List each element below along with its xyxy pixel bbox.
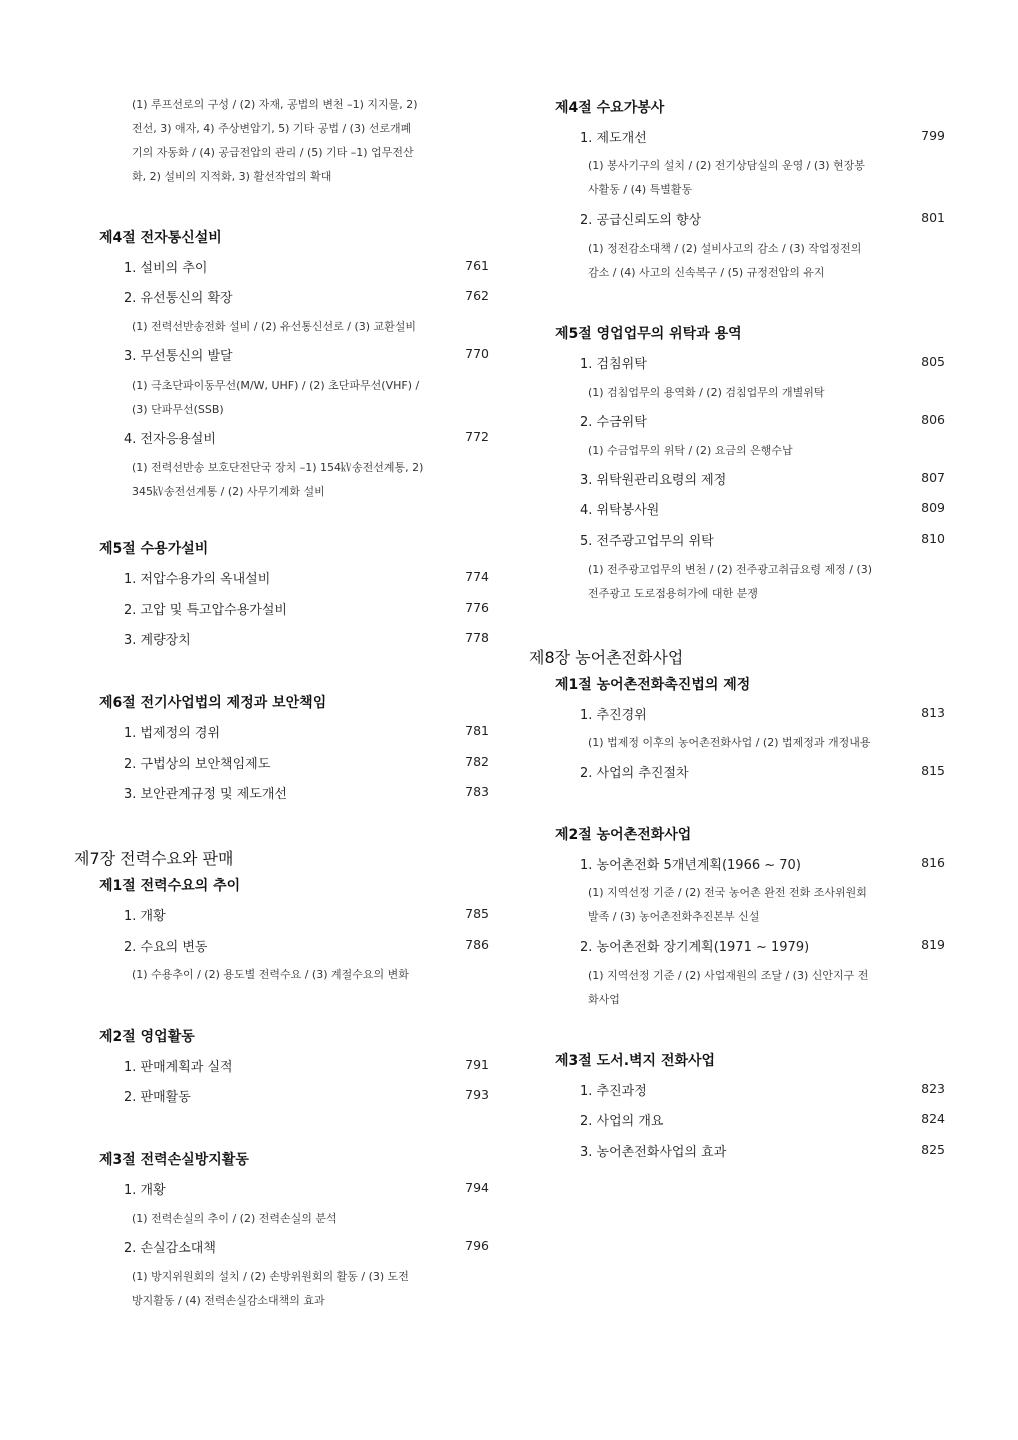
toc-item: 3. 무선통신의 발달 [124, 349, 233, 364]
toc-item: 1. 판매계획과 실적 [124, 1060, 233, 1075]
subtopic-line: (1) 수금업무의 위탁 / (2) 요금의 은행수납 [588, 444, 793, 457]
toc-item: 1. 개황 [124, 909, 166, 924]
toc-item: 2. 유선통신의 확장 [124, 291, 233, 306]
subtopic-line: (1) 전주광고업무의 변천 / (2) 전주광고취급요령 제정 / (3) [588, 563, 873, 576]
subtopic-line: (1) 방지위원회의 설치 / (2) 손방위원회의 활동 / (3) 도전 [132, 1270, 409, 1283]
subtopic-line: (3) 단파무선(SSB) [132, 403, 224, 416]
toc-item: 4. 위탁봉사원 [580, 503, 660, 518]
page-number: 796 [465, 1238, 489, 1253]
toc-item: 1. 추진경위 [580, 708, 647, 723]
toc-item: 1. 검침위탁 [580, 357, 647, 372]
chapter-heading: 제8장 농어촌전화사업 [529, 648, 684, 667]
subtopic-line: (1) 루프선로의 구성 / (2) 자재, 공법의 변천 –1) 지지물, 2) [132, 98, 418, 111]
page-number: 776 [465, 600, 489, 615]
page-number: 806 [921, 412, 945, 427]
subtopic-line: (1) 전력선반송전화 설비 / (2) 유선통신선로 / (3) 교환설비 [132, 320, 417, 333]
page-number: 770 [465, 346, 489, 361]
toc-item: 2. 고압 및 특고압수용가설비 [124, 603, 287, 618]
section-heading: 제3절 전력손실방지활동 [99, 1152, 249, 1168]
subtopic-line: (1) 검침업무의 용역화 / (2) 검침업무의 개별위탁 [588, 386, 825, 399]
page-number: 819 [921, 937, 945, 952]
section-heading: 제1절 전력수요의 추이 [99, 878, 241, 894]
toc-item: 2. 공급신뢰도의 향상 [580, 213, 702, 228]
subtopic-line: (1) 정전감소대책 / (2) 설비사고의 감소 / (3) 작업정전의 [588, 242, 862, 255]
toc-item: 1. 법제정의 경위 [124, 726, 221, 741]
page-number: 772 [465, 429, 489, 444]
page-number: 774 [465, 569, 489, 584]
page-number: 794 [465, 1180, 489, 1195]
subtopic-line: 345㎸송전선계통 / (2) 사무기계화 설비 [132, 485, 325, 498]
page-number: 762 [465, 288, 489, 303]
section-heading: 제5절 수용가설비 [99, 541, 209, 557]
page-number: 809 [921, 500, 945, 515]
subtopic-line: 전주광고 도로점용허가에 대한 분쟁 [588, 587, 758, 600]
subtopic-line: (1) 전력손실의 추이 / (2) 전력손실의 분석 [132, 1212, 337, 1225]
toc-item: 5. 전주광고업무의 위탁 [580, 534, 714, 549]
page-number: 791 [465, 1057, 489, 1072]
page-number: 810 [921, 531, 945, 546]
toc-item: 3. 계량장치 [124, 633, 191, 648]
toc-item: 1. 개황 [124, 1183, 166, 1198]
toc-item: 1. 농어촌전화 5개년계획(1966 ~ 70) [580, 858, 801, 873]
page-number: 778 [465, 630, 489, 645]
page-number: 785 [465, 906, 489, 921]
page-number: 805 [921, 354, 945, 369]
page-number: 807 [921, 470, 945, 485]
section-heading: 제5절 영업업무의 위탁과 용역 [555, 326, 742, 342]
page-number: 786 [465, 937, 489, 952]
toc-item: 1. 저압수용가의 옥내설비 [124, 572, 271, 587]
toc-item: 2. 농어촌전화 장기계획(1971 ~ 1979) [580, 940, 810, 955]
page-number: 823 [921, 1081, 945, 1096]
page-number: 816 [921, 855, 945, 870]
subtopic-line: 감소 / (4) 사고의 신속복구 / (5) 규정전압의 유지 [588, 266, 825, 279]
subtopic-line: (1) 수용추이 / (2) 용도별 전력수요 / (3) 계절수요의 변화 [132, 968, 409, 981]
page-number: 815 [921, 763, 945, 778]
page-number: 799 [921, 128, 945, 143]
subtopic-line: 발족 / (3) 농어촌전화추진본부 신설 [588, 910, 760, 923]
subtopic-line: 기의 자동화 / (4) 공급전압의 관리 / (5) 기타 –1) 업무전산 [132, 146, 414, 159]
page-number: 825 [921, 1142, 945, 1157]
section-heading: 제4절 수요가봉사 [555, 100, 665, 116]
subtopic-line: 전선, 3) 애자, 4) 주상변압기, 5) 기타 공법 / (3) 선로개폐 [132, 122, 412, 135]
toc-item: 1. 추진과정 [580, 1084, 647, 1099]
page-number: 801 [921, 210, 945, 225]
subtopic-line: 화사업 [588, 993, 620, 1006]
page-number: 781 [465, 723, 489, 738]
toc-item: 3. 위탁원관리요령의 제정 [580, 473, 727, 488]
toc-item: 2. 수요의 변동 [124, 940, 208, 955]
subtopic-line: (1) 봉사기구의 설치 / (2) 전기상담실의 운영 / (3) 현장봉 [588, 159, 865, 172]
toc-item: 2. 구법상의 보안책임제도 [124, 757, 271, 772]
subtopic-line: (1) 극초단파이동무선(M/W, UHF) / (2) 초단파무선(VHF) / [132, 379, 420, 392]
subtopic-line: 방지활동 / (4) 전력손실감소대책의 효과 [132, 1294, 325, 1307]
toc-item: 2. 수금위탁 [580, 415, 647, 430]
page-number: 761 [465, 258, 489, 273]
section-heading: 제6절 전기사업법의 제정과 보안책임 [99, 695, 327, 711]
toc-item: 2. 사업의 개요 [580, 1114, 664, 1129]
section-heading: 제3절 도서.벽지 전화사업 [555, 1053, 716, 1069]
page-number: 824 [921, 1111, 945, 1126]
subtopic-line: (1) 지역선정 기준 / (2) 사업재원의 조달 / (3) 신안지구 전 [588, 969, 869, 982]
toc-item: 2. 판매활동 [124, 1090, 191, 1105]
toc-item: 1. 설비의 추이 [124, 261, 208, 276]
subtopic-line: (1) 법제정 이후의 농어촌전화사업 / (2) 법제정과 개정내용 [588, 736, 871, 749]
toc-item: 3. 보안관계규정 및 제도개선 [124, 787, 287, 802]
page-number: 813 [921, 705, 945, 720]
section-heading: 제4절 전자통신설비 [99, 230, 222, 246]
toc-item: 1. 제도개선 [580, 131, 647, 146]
page-number: 793 [465, 1087, 489, 1102]
chapter-heading: 제7장 전력수요와 판매 [74, 849, 234, 868]
section-heading: 제2절 농어촌전화사업 [555, 827, 692, 843]
section-heading: 제1절 농어촌전화촉진법의 제정 [555, 677, 751, 693]
subtopic-line: (1) 지역선정 기준 / (2) 전국 농어촌 완전 전화 조사위원회 [588, 886, 867, 899]
page-number: 783 [465, 784, 489, 799]
subtopic-line: 사활동 / (4) 특별활동 [588, 183, 693, 196]
section-heading: 제2절 영업활동 [99, 1029, 195, 1045]
subtopic-line: 화, 2) 설비의 지적화, 3) 활선작업의 확대 [132, 170, 332, 183]
toc-item: 2. 손실감소대책 [124, 1241, 216, 1256]
page-number: 782 [465, 754, 489, 769]
toc-item: 2. 사업의 추진절차 [580, 766, 689, 781]
subtopic-line: (1) 전력선반송 보호단전단국 장치 –1) 154㎸송전선계통, 2) [132, 461, 424, 474]
toc-item: 3. 농어촌전화사업의 효과 [580, 1145, 727, 1160]
toc-item: 4. 전자응용설비 [124, 432, 216, 447]
